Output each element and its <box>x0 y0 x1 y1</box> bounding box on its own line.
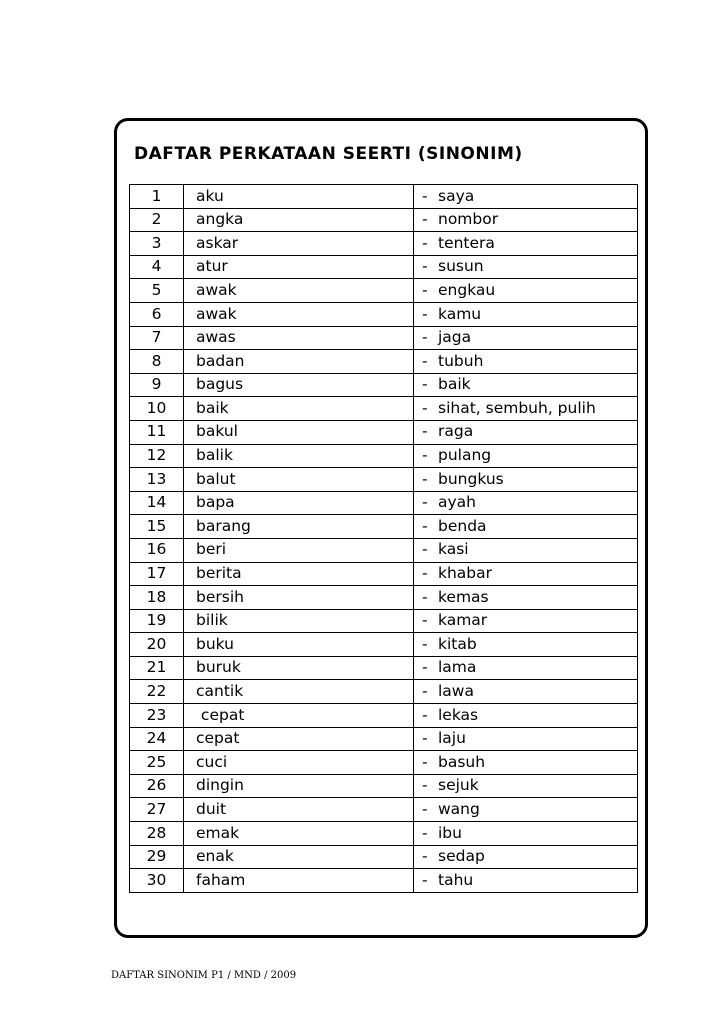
synonym-text: tubuh <box>438 351 484 370</box>
synonym-text: ayah <box>438 493 476 512</box>
table-row <box>130 562 638 586</box>
dash-separator: - <box>422 233 428 252</box>
table-row <box>130 869 638 893</box>
synonym-text: khabar <box>438 564 493 583</box>
synonym-text: kitab <box>438 634 477 653</box>
synonym-text: benda <box>438 516 487 535</box>
synonym-cell <box>414 656 638 680</box>
synonym-cell <box>414 444 638 468</box>
row-number: 8 <box>130 350 184 374</box>
synonym-text: kemas <box>438 587 489 606</box>
row-number: 30 <box>130 869 184 893</box>
synonym-text: baik <box>438 375 471 394</box>
synonym-text: laju <box>438 729 466 748</box>
row-number: 4 <box>130 255 184 279</box>
row-number: 22 <box>130 680 184 704</box>
dash-separator: - <box>422 752 428 771</box>
synonym-cell <box>414 420 638 444</box>
table-row <box>130 279 638 303</box>
row-number: 12 <box>130 444 184 468</box>
table-row <box>130 609 638 633</box>
table-row <box>130 302 638 326</box>
row-number: 17 <box>130 562 184 586</box>
word-cell: cuci <box>184 751 414 775</box>
dash-separator: - <box>422 257 428 276</box>
synonym-cell <box>414 633 638 657</box>
word-cell: baik <box>184 397 414 421</box>
table-row <box>130 822 638 846</box>
dash-separator: - <box>422 186 428 205</box>
row-number: 6 <box>130 302 184 326</box>
dash-separator: - <box>422 469 428 488</box>
page-title: DAFTAR PERKATAAN SEERTI (SINONIM) <box>134 144 523 164</box>
synonym-cell <box>414 232 638 256</box>
table-row <box>130 491 638 515</box>
row-number: 21 <box>130 656 184 680</box>
row-number: 26 <box>130 774 184 798</box>
row-number: 3 <box>130 232 184 256</box>
synonym-text: pulang <box>438 446 492 465</box>
table-row <box>130 727 638 751</box>
word-cell: bakul <box>184 420 414 444</box>
synonym-cell <box>414 302 638 326</box>
synonym-cell <box>414 798 638 822</box>
synonym-text: sejuk <box>438 776 479 795</box>
synonym-cell <box>414 326 638 350</box>
word-cell: awak <box>184 302 414 326</box>
word-cell: askar <box>184 232 414 256</box>
dash-separator: - <box>422 776 428 795</box>
word-cell: berita <box>184 562 414 586</box>
word-cell: cantik <box>184 680 414 704</box>
table-row <box>130 350 638 374</box>
word-cell: awak <box>184 279 414 303</box>
row-number: 10 <box>130 397 184 421</box>
table-row <box>130 232 638 256</box>
synonym-cell <box>414 185 638 209</box>
synonym-text: lekas <box>438 705 479 724</box>
row-number: 11 <box>130 420 184 444</box>
dash-separator: - <box>422 351 428 370</box>
word-cell: beri <box>184 538 414 562</box>
dash-separator: - <box>422 210 428 229</box>
word-cell: barang <box>184 515 414 539</box>
word-cell: dingin <box>184 774 414 798</box>
dash-separator: - <box>422 304 428 323</box>
row-number: 23 <box>130 704 184 728</box>
table-row <box>130 420 638 444</box>
synonym-cell <box>414 609 638 633</box>
word-cell: enak <box>184 845 414 869</box>
synonym-text: kasi <box>438 540 469 559</box>
synonym-table <box>129 184 638 893</box>
synonym-cell <box>414 397 638 421</box>
dash-separator: - <box>422 847 428 866</box>
synonym-cell <box>414 562 638 586</box>
dash-separator: - <box>422 870 428 889</box>
synonym-cell <box>414 869 638 893</box>
synonym-cell <box>414 586 638 610</box>
synonym-cell <box>414 704 638 728</box>
table-row <box>130 538 638 562</box>
word-cell: bapa <box>184 491 414 515</box>
row-number: 25 <box>130 751 184 775</box>
synonym-cell <box>414 373 638 397</box>
synonym-cell <box>414 727 638 751</box>
table-row <box>130 704 638 728</box>
synonym-text: raga <box>438 422 474 441</box>
synonym-text: jaga <box>438 328 472 347</box>
synonym-text: ibu <box>438 823 462 842</box>
row-number: 14 <box>130 491 184 515</box>
table-row <box>130 326 638 350</box>
dash-separator: - <box>422 658 428 677</box>
word-cell: awas <box>184 326 414 350</box>
dash-separator: - <box>422 280 428 299</box>
synonym-text: bungkus <box>438 469 504 488</box>
dash-separator: - <box>422 516 428 535</box>
synonym-cell <box>414 350 638 374</box>
synonym-cell <box>414 208 638 232</box>
dash-separator: - <box>422 564 428 583</box>
synonym-cell <box>414 822 638 846</box>
table-row <box>130 774 638 798</box>
synonym-text: susun <box>438 257 484 276</box>
footer-text: DAFTAR SINONIM P1 / MND / 2009 <box>111 970 297 981</box>
row-number: 2 <box>130 208 184 232</box>
table-row <box>130 680 638 704</box>
word-cell: cepat <box>184 704 414 728</box>
dash-separator: - <box>422 398 428 417</box>
table-row <box>130 656 638 680</box>
word-cell: duit <box>184 798 414 822</box>
word-cell: emak <box>184 822 414 846</box>
table-row <box>130 208 638 232</box>
dash-separator: - <box>422 729 428 748</box>
table-row <box>130 468 638 492</box>
dash-separator: - <box>422 446 428 465</box>
table-row <box>130 751 638 775</box>
synonym-text: engkau <box>438 280 496 299</box>
word-cell: atur <box>184 255 414 279</box>
dash-separator: - <box>422 705 428 724</box>
synonym-text: nombor <box>438 210 499 229</box>
synonym-cell <box>414 468 638 492</box>
table-row <box>130 444 638 468</box>
row-number: 18 <box>130 586 184 610</box>
synonym-cell <box>414 774 638 798</box>
table-row <box>130 255 638 279</box>
synonym-text: kamar <box>438 611 488 630</box>
word-cell: cepat <box>184 727 414 751</box>
synonym-text: lama <box>438 658 477 677</box>
word-cell: angka <box>184 208 414 232</box>
row-number: 27 <box>130 798 184 822</box>
row-number: 28 <box>130 822 184 846</box>
dash-separator: - <box>422 540 428 559</box>
table-row <box>130 633 638 657</box>
dash-separator: - <box>422 493 428 512</box>
synonym-text: lawa <box>438 682 474 701</box>
table-row <box>130 515 638 539</box>
row-number: 16 <box>130 538 184 562</box>
table-row <box>130 373 638 397</box>
dash-separator: - <box>422 375 428 394</box>
row-number: 24 <box>130 727 184 751</box>
table-row <box>130 845 638 869</box>
word-cell: balut <box>184 468 414 492</box>
table-row <box>130 397 638 421</box>
row-number: 20 <box>130 633 184 657</box>
synonym-cell <box>414 538 638 562</box>
synonym-text: wang <box>438 799 480 818</box>
row-number: 19 <box>130 609 184 633</box>
word-cell: aku <box>184 185 414 209</box>
synonym-cell <box>414 680 638 704</box>
synonym-cell <box>414 515 638 539</box>
synonym-cell <box>414 279 638 303</box>
word-cell: bersih <box>184 586 414 610</box>
dash-separator: - <box>422 682 428 701</box>
word-cell: bagus <box>184 373 414 397</box>
synonym-text: sihat, sembuh, pulih <box>438 398 596 417</box>
synonym-text: kamu <box>438 304 482 323</box>
word-cell: faham <box>184 869 414 893</box>
row-number: 15 <box>130 515 184 539</box>
synonym-text: basuh <box>438 752 486 771</box>
word-cell: balik <box>184 444 414 468</box>
row-number: 7 <box>130 326 184 350</box>
dash-separator: - <box>422 587 428 606</box>
synonym-cell <box>414 845 638 869</box>
synonym-cell <box>414 255 638 279</box>
dash-separator: - <box>422 328 428 347</box>
word-cell: badan <box>184 350 414 374</box>
word-cell: bilik <box>184 609 414 633</box>
row-number: 29 <box>130 845 184 869</box>
row-number: 5 <box>130 279 184 303</box>
dash-separator: - <box>422 634 428 653</box>
synonym-text: saya <box>438 186 475 205</box>
dash-separator: - <box>422 799 428 818</box>
dash-separator: - <box>422 823 428 842</box>
dash-separator: - <box>422 611 428 630</box>
row-number: 1 <box>130 185 184 209</box>
dash-separator: - <box>422 422 428 441</box>
row-number: 9 <box>130 373 184 397</box>
synonym-table-body <box>130 185 638 893</box>
row-number: 13 <box>130 468 184 492</box>
table-row <box>130 185 638 209</box>
table-row <box>130 586 638 610</box>
word-cell: buku <box>184 633 414 657</box>
synonym-text: sedap <box>438 847 485 866</box>
synonym-text: tentera <box>438 233 495 252</box>
synonym-cell <box>414 491 638 515</box>
synonym-cell <box>414 751 638 775</box>
table-row <box>130 798 638 822</box>
synonym-text: tahu <box>438 870 474 889</box>
word-cell: buruk <box>184 656 414 680</box>
